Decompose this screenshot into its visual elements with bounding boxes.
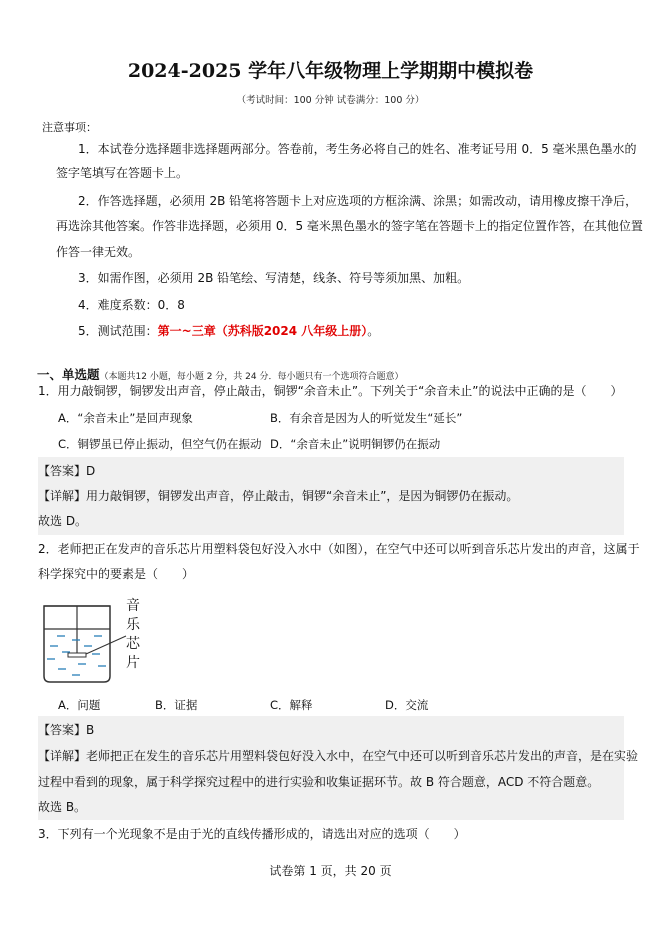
q1-option-b: B．有余音是因为人的听觉发生“延长” — [270, 411, 463, 425]
chip-label — [126, 597, 144, 673]
q3-stem: 3．下列有一个光现象不是由于光的直线传播形成的，请选出对应的选项（ ） — [38, 827, 466, 841]
q2-answer: 【答案】B — [38, 723, 95, 737]
q2-choice: 故选 B。 — [38, 800, 87, 814]
music-chip — [68, 653, 86, 657]
note-2-line-3: 作答一律无效。 — [56, 245, 141, 259]
q1-detail: 【详解】用力敲铜锣，铜锣发出声音，停止敲击，铜锣“余音未止”，是因为铜锣仍在振动。 — [38, 489, 519, 503]
q2-stem-line-1: 2．老师把正在发声的音乐芯片用塑料袋包好没入水中（如图），在空气中还可以听到音乐芯片发出的声音，这属于 — [38, 542, 640, 556]
q1-choice: 故选 D。 — [38, 514, 88, 528]
section-title: 一、单选题 — [37, 367, 100, 382]
q1-option-a: A．“余音未止”是回声现象 — [58, 411, 193, 425]
note-5 — [78, 323, 379, 339]
q2-option-b: B．证据 — [155, 698, 198, 712]
note-1-line-2: 签字笔填写在答题卡上。 — [56, 166, 189, 180]
q2-option-a: A．问题 — [58, 698, 101, 712]
note-4: 4．难度系数：0．8 — [78, 298, 185, 312]
note-3: 3．如需作图，必须用 2B 铅笔绘、写清楚，线条、符号等须加黑、加粗。 — [78, 271, 470, 285]
q2-detail-line-1: 【详解】老师把正在发生的音乐芯片用塑料袋包好没入水中，在空气中还可以听到音乐芯片发出的声音，是在实验 — [38, 749, 639, 763]
chip-label-char: 音 — [126, 598, 140, 614]
note-5-end: 。 — [367, 324, 380, 338]
q2-stem-line-2: 科学探究中的要素是（ ） — [38, 567, 195, 581]
note-2-line-2: 再选涂其他答案。作答非选择题，必须用 0．5 毫米黑色墨水的签字笔在答题卡上的指定位置作答，在其他位置 — [56, 219, 643, 233]
q1-option-c: C．铜锣虽已停止振动，但空气仍在振动 — [58, 437, 262, 451]
page-footer: 试卷第 1 页，共 20 页 — [269, 864, 392, 878]
exam-info: （考试时间：100 分钟 试卷满分：100 分） — [236, 95, 425, 106]
note-1-line-1: 1．本试卷分选择题非选择题两部分。答卷前，考生务必将自己的姓名、准考证号用 0．5 毫米黑色墨水的 — [78, 142, 637, 156]
beaker-diagram — [38, 596, 178, 688]
q2-solution-box — [38, 716, 624, 820]
section-heading — [37, 365, 403, 383]
q1-answer: 【答案】D — [38, 464, 96, 478]
q2-option-d: D．交流 — [385, 698, 429, 712]
note-5-label: 5．测试范围： — [78, 324, 158, 338]
q2-detail-line-2: 过程中看到的现象，属于科学探究过程中的进行实验和收集证据环节。故 B 符合题意，ACD 不符合题意。 — [38, 775, 600, 789]
beaker-figure — [38, 596, 178, 688]
section-desc: （本题共12 小题，每小题 2 分，共 24 分．每小题只有一个选项符合题意） — [99, 372, 404, 382]
test-scope: 第一~三章（苏科版2024 八年级上册） — [157, 324, 368, 338]
chip-label-char: 乐 — [126, 617, 140, 633]
chip-label-char: 片 — [126, 655, 140, 671]
q1-stem: 1．用力敲铜锣，铜锣发出声音，停止敲击，铜锣“余音未止”。下列关于“余音未止”的说法中正确的是（ ） — [38, 384, 623, 398]
q1-option-d: D．“余音未止”说明铜锣仍在振动 — [270, 437, 441, 451]
notes-heading: 注意事项： — [42, 121, 97, 134]
chip-label-char: 芯 — [126, 636, 140, 652]
q2-option-c: C．解释 — [270, 698, 313, 712]
page-title: 2024-2025 学年八年级物理上学期期中模拟卷 — [127, 60, 534, 82]
note-2-line-1: 2．作答选择题，必须用 2B 铅笔将答题卡上对应选项的方框涂满、涂黑；如需改动，请用橡皮擦干净后， — [78, 194, 638, 208]
